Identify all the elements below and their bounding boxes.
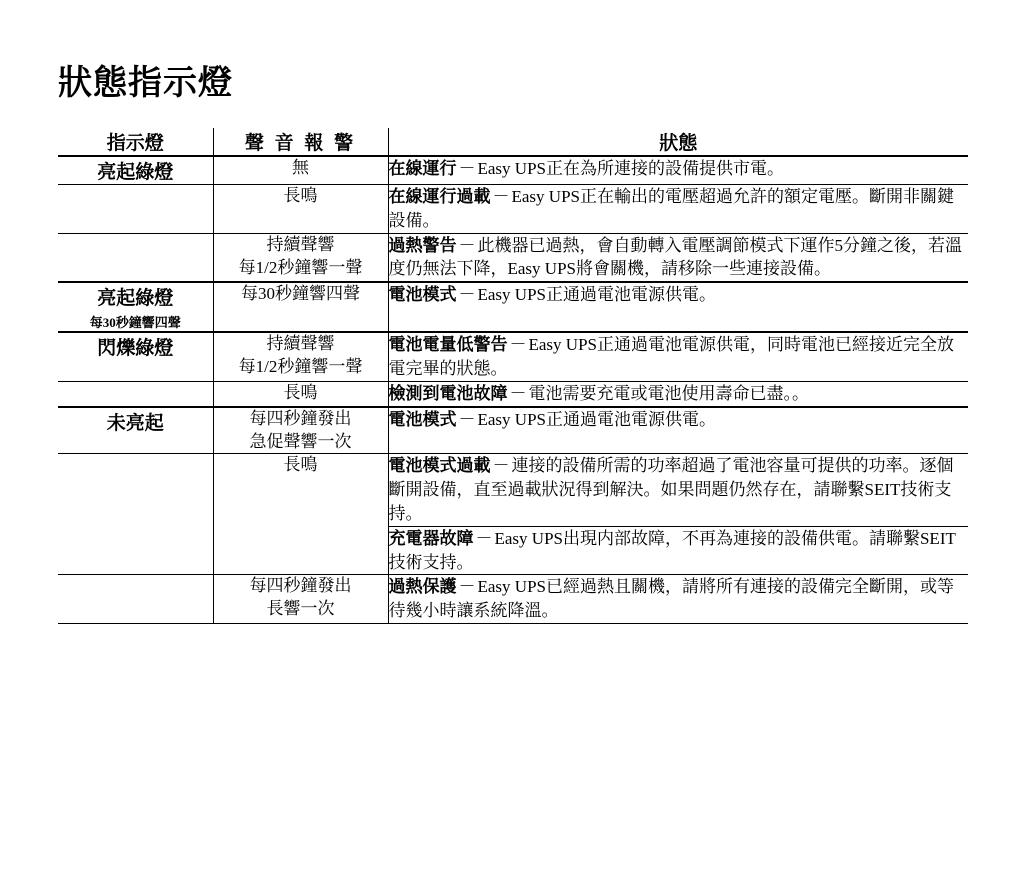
column-header-state: 狀態 (388, 128, 968, 156)
state-title: 電池電量低警告 (388, 335, 508, 355)
state-dash: － (492, 456, 510, 476)
led-label: 未亮起 (106, 412, 164, 434)
state-cell (388, 381, 968, 406)
status-indicator-table (58, 128, 968, 624)
state-description: 電池需要充電或電池使用壽命已盡。。 (528, 383, 809, 403)
table-row (58, 332, 968, 381)
column-header-sound: 聲 音 報 警 (213, 128, 388, 156)
state-dash: － (492, 187, 510, 206)
sound-label: 長鳴 (283, 186, 318, 205)
state-cell (388, 233, 968, 282)
state-title: 在線運行 (388, 159, 457, 178)
state-title: 過熱保護 (388, 577, 457, 597)
state-description: Easy UPS已經過熱且關機，請將所有連接的設備完全斷開，或等待幾小時讓系統降溫。 (388, 577, 954, 621)
sound-label: 持續聲響 (266, 334, 335, 354)
table-row (58, 407, 968, 454)
state-dash: － (458, 409, 476, 429)
state-description: Easy UPS正通過電池電源供電。 (477, 409, 716, 429)
led-cell-empty (58, 381, 213, 406)
sound-cell (213, 454, 388, 526)
table-row (58, 282, 968, 332)
state-dash: － (475, 528, 493, 548)
page-title: 狀態指示燈 (58, 65, 233, 102)
led-cell (58, 282, 213, 332)
table-row (58, 185, 968, 234)
table-row (58, 454, 968, 526)
sound-cell (213, 282, 388, 332)
sound-cell (213, 381, 388, 406)
state-dash: － (458, 159, 476, 178)
sound-cell (213, 156, 388, 185)
state-title: 過熱警告 (388, 235, 457, 255)
state-title: 檢測到電池故障 (388, 383, 508, 403)
state-cell (388, 332, 968, 381)
sound-cell-empty (213, 526, 388, 575)
led-cell-empty (58, 185, 213, 234)
led-label: 亮起綠燈 (97, 288, 174, 310)
led-cell (58, 407, 213, 454)
state-description: Easy UPS正通過電池電源供電。 (477, 285, 716, 305)
sound-label: 持續聲響 (266, 234, 335, 254)
sound-cell (213, 407, 388, 454)
sound-cell (213, 233, 388, 282)
led-cell-empty (58, 575, 213, 624)
led-cell (58, 332, 213, 381)
table-row (58, 156, 968, 185)
state-description: Easy UPS出現内部故障，不再為連接的設備供電。請聯繫SEIT技術支持。 (388, 528, 956, 572)
state-title: 電池模式 (388, 285, 457, 305)
state-cell (388, 282, 968, 332)
led-sublabel: 每30秒鐘響四聲 (89, 315, 181, 331)
led-label: 閃爍綠燈 (97, 338, 174, 360)
led-label: 亮起綠燈 (97, 162, 174, 183)
state-title: 電池模式 (388, 409, 457, 429)
state-description: 連接的設備所需的功率超過了電池容量可提供的功率。逐個斷開設備，直至過載狀況得到解決。如果問題仍然存在，請聯繫SEIT技術支持。 (388, 456, 954, 524)
sound-label: 無 (292, 158, 309, 177)
sound-label: 長鳴 (283, 455, 318, 475)
state-cell (388, 156, 968, 185)
sound-cell (213, 575, 388, 624)
state-cell (388, 407, 968, 454)
state-description: Easy UPS正通過電池電源供電，同時電池已經接近完全放電完畢的狀態。 (388, 335, 954, 378)
led-cell-empty (58, 454, 213, 526)
sound-label-second-line: 長響一次 (266, 599, 335, 619)
sound-label-second-line: 每1/2秒鐘響一聲 (238, 357, 363, 377)
state-dash: － (509, 383, 527, 403)
sound-label-second-line: 急促聲響一次 (249, 431, 352, 451)
state-description: Easy UPS正在輸出的電壓超過允許的額定電壓。斷開非關鍵設備。 (388, 187, 954, 230)
state-cell (388, 454, 968, 526)
sound-cell (213, 185, 388, 234)
state-description: 此機器已過熱，會自動轉入電壓調節模式下運作5分鐘之後，若溫度仍無法下降，Easy UPS將會關機，請移除一些連接設備。 (388, 235, 962, 279)
sound-label: 每四秒鐘發出 (249, 576, 352, 596)
table-row (58, 575, 968, 624)
column-header-led: 指示燈 (58, 128, 213, 156)
state-cell (388, 185, 968, 234)
state-title: 充電器故障 (388, 528, 474, 548)
table-row (58, 381, 968, 406)
sound-label: 每30秒鐘響四聲 (241, 284, 360, 304)
sound-label: 每四秒鐘發出 (249, 408, 352, 428)
state-dash: － (458, 235, 476, 255)
led-cell-empty (58, 526, 213, 575)
state-dash: － (458, 577, 476, 597)
state-dash: － (509, 335, 527, 355)
state-title: 電池模式過載 (388, 456, 491, 476)
led-cell-empty (58, 233, 213, 282)
state-description: Easy UPS正在為所連接的設備提供市電。 (477, 159, 784, 178)
state-cell (388, 526, 968, 575)
table-header-row (58, 128, 968, 156)
led-cell (58, 156, 213, 185)
sound-label-second-line: 每1/2秒鐘響一聲 (238, 257, 363, 277)
sound-label: 長鳴 (283, 382, 318, 402)
state-cell (388, 575, 968, 624)
state-dash: － (458, 285, 476, 305)
state-title: 在線運行過載 (388, 187, 491, 206)
sound-cell (213, 332, 388, 381)
table-row (58, 526, 968, 575)
table-row (58, 233, 968, 282)
